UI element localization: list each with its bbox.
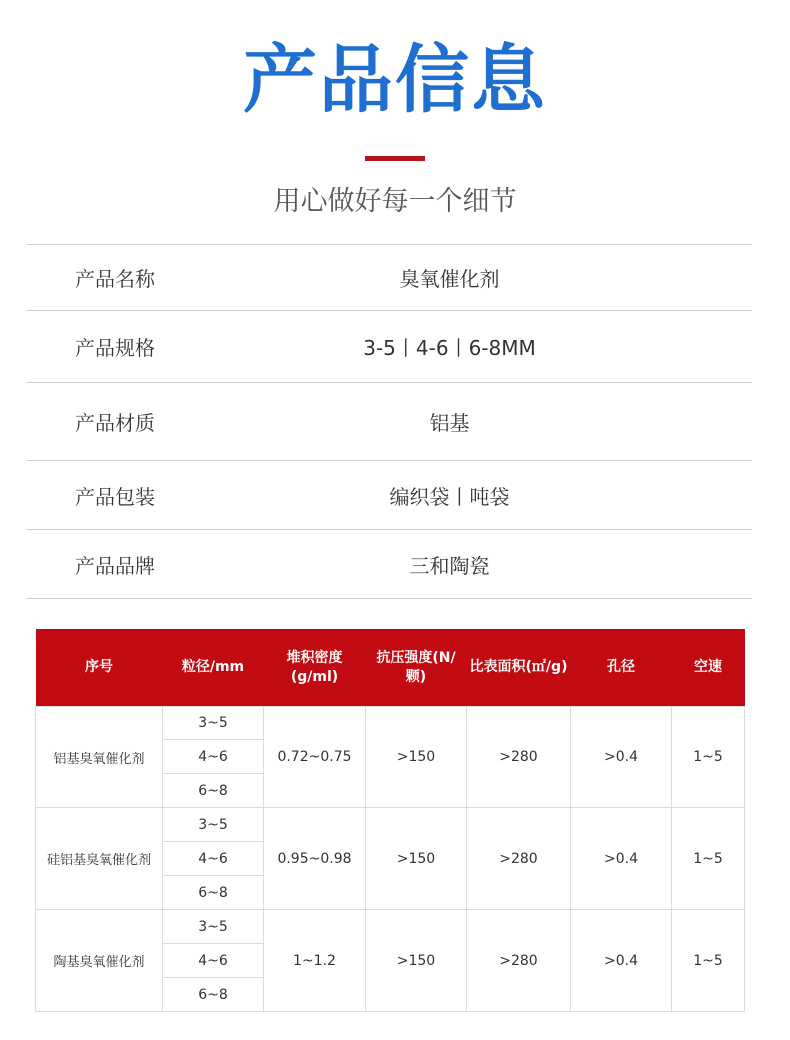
size-cell: 3~5 [163,808,264,842]
area-cell: >280 [467,910,571,1012]
density-cell: 0.95~0.98 [264,808,366,910]
table-row [36,910,745,944]
size-cell: 6~8 [163,876,264,910]
size-cell: 3~5 [163,707,264,740]
strength-cell: >150 [366,707,467,808]
info-value: 铝基 [429,411,470,435]
info-label: 产品材质 [75,411,155,435]
pore-cell: >0.4 [571,808,672,910]
header-cell: 序号 [36,629,163,707]
product-name-cell: 陶基臭氧催化剂 [36,910,163,1012]
info-value: 臭氧催化剂 [399,267,500,291]
size-cell: 4~6 [163,944,264,978]
info-label: 产品规格 [75,336,155,360]
spec-table [35,629,745,1012]
density-cell: 1~1.2 [264,910,366,1012]
area-cell: >280 [467,707,571,808]
info-row-brand [27,529,752,599]
header-cell: 粒径/mm [163,629,264,707]
info-row-spec [27,310,752,382]
size-cell: 3~5 [163,910,264,944]
info-value: 3-5丨4-6丨6-8MM [363,336,536,360]
density-cell: 0.72~0.75 [264,707,366,808]
strength-cell: >150 [366,910,467,1012]
header-cell: 比表面积(㎡/g) [467,629,571,707]
page-title: 产品信息 [243,37,547,123]
info-label: 产品品牌 [75,553,155,578]
speed-cell: 1~5 [672,808,745,910]
table-row [36,707,745,740]
area-cell: >280 [467,808,571,910]
pore-cell: >0.4 [571,910,672,1012]
size-cell: 6~8 [163,978,264,1012]
speed-cell: 1~5 [672,910,745,1012]
info-row-packaging [27,460,752,529]
strength-cell: >150 [366,808,467,910]
speed-cell: 1~5 [672,707,745,808]
product-name-cell: 硅铝基臭氧催化剂 [36,808,163,910]
header-cell: 孔径 [571,629,672,707]
pore-cell: >0.4 [571,707,672,808]
header-cell: 抗压强度(N/颗) [366,629,467,707]
product-name-cell: 铝基臭氧催化剂 [36,707,163,808]
spec-table-header [36,629,745,707]
size-cell: 4~6 [163,740,264,774]
info-value: 编织袋丨吨袋 [389,484,510,509]
header-cell: 空速 [672,629,745,707]
title-divider [365,156,425,161]
page-subtitle: 用心做好每一个细节 [273,186,517,217]
info-value: 三和陶瓷 [409,553,490,578]
table-row [36,808,745,842]
info-row-material [27,382,752,460]
size-cell: 6~8 [163,774,264,808]
product-info-list [27,244,752,599]
info-label: 产品名称 [75,267,155,291]
info-label: 产品包装 [75,484,155,509]
header-cell: 堆积密度(g/ml) [264,629,366,707]
size-cell: 4~6 [163,842,264,876]
info-row-name [27,244,752,310]
